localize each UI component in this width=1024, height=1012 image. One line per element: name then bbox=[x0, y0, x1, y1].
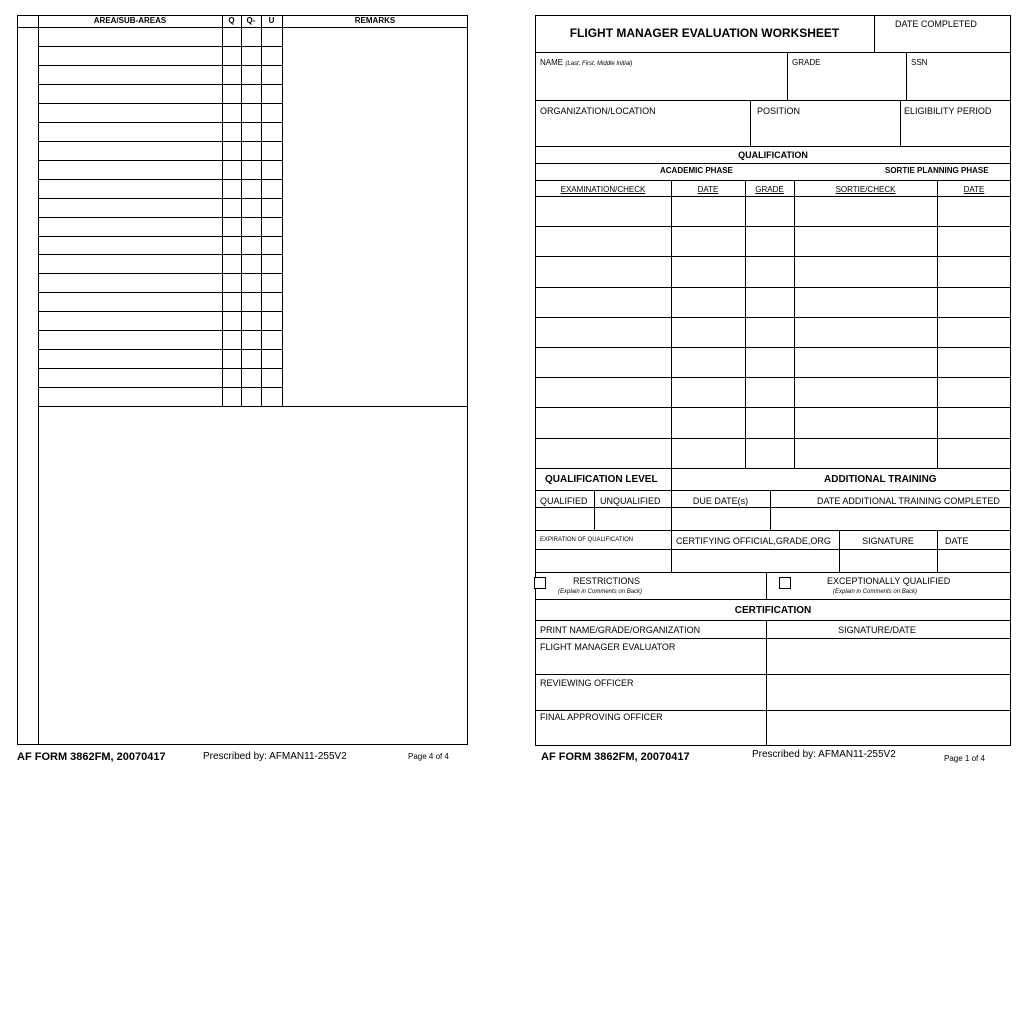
area-row-line bbox=[38, 254, 282, 255]
expiration-field[interactable] bbox=[536, 550, 670, 571]
page4-form-number: AF FORM 3862FM, 20070417 bbox=[17, 751, 166, 763]
area-row-line bbox=[38, 273, 282, 274]
due-dates-field[interactable] bbox=[672, 508, 769, 529]
final-approving-officer-label: FINAL APPROVING OFFICER bbox=[540, 712, 663, 722]
certifying-official-field[interactable] bbox=[672, 550, 838, 571]
area-row-line bbox=[38, 368, 282, 369]
exam-row-line bbox=[535, 407, 1011, 408]
exam-row-line bbox=[535, 196, 1011, 197]
exam-row-line bbox=[535, 347, 1011, 348]
evaluator-label: FLIGHT MANAGER EVALUATOR bbox=[540, 642, 676, 652]
area-row-line bbox=[38, 349, 282, 350]
area-row-line bbox=[38, 122, 282, 123]
exam-check-header: EXAMINATION/CHECK bbox=[560, 185, 646, 194]
certification-heading: CERTIFICATION bbox=[734, 605, 812, 616]
remarks-header: REMARKS bbox=[354, 16, 396, 25]
sortie-check-header: SORTIE/CHECK bbox=[835, 185, 896, 194]
final-approving-officer-signature-field[interactable] bbox=[767, 711, 1010, 745]
exam-row-line bbox=[535, 377, 1011, 378]
name-hint: (Last, First, Middle Initial) bbox=[565, 61, 633, 67]
area-row-line bbox=[38, 217, 282, 218]
q-minus-header: Q- bbox=[246, 16, 256, 25]
date-header-2: DATE bbox=[963, 185, 985, 194]
organization-label: ORGANIZATION/LOCATION bbox=[540, 106, 656, 116]
unqualified-field[interactable] bbox=[595, 508, 670, 529]
print-name-label: PRINT NAME/GRADE/ORGANIZATION bbox=[540, 625, 701, 635]
page1-prescribed-by: Prescribed by: AFMAN11-255V2 bbox=[752, 749, 896, 760]
page1-form-number: AF FORM 3862FM, 20070417 bbox=[541, 751, 690, 763]
exceptionally-qualified-note: (Explain in Comments on Back) bbox=[833, 589, 918, 595]
area-sub-areas-header: AREA/SUB-AREAS bbox=[93, 16, 167, 25]
qualification-heading: QUALIFICATION bbox=[738, 150, 808, 160]
ssn-field[interactable] bbox=[907, 70, 1010, 99]
eligibility-field[interactable] bbox=[901, 119, 1010, 145]
eligibility-label: ELIGIBILITY PERIOD bbox=[904, 106, 992, 116]
area-row-line bbox=[38, 141, 282, 142]
restrictions-note: (Explain in Comments on Back) bbox=[558, 589, 643, 595]
additional-training-heading: ADDITIONAL TRAINING bbox=[824, 474, 937, 485]
restrictions-checkbox[interactable] bbox=[534, 577, 546, 589]
exam-row-line bbox=[535, 438, 1011, 439]
grade-field[interactable] bbox=[788, 70, 905, 99]
certifying-official-label: CERTIFYING OFFICIAL,GRADE,ORG bbox=[676, 536, 831, 546]
page1-page-number: Page 1 of 4 bbox=[944, 754, 985, 763]
page4-frame bbox=[17, 15, 468, 745]
evaluator-signature-field[interactable] bbox=[767, 639, 1010, 674]
area-row-line bbox=[38, 387, 282, 388]
academic-phase-label: ACADEMIC PHASE bbox=[660, 166, 733, 175]
exam-row-line bbox=[535, 287, 1011, 288]
area-row-line bbox=[38, 46, 282, 47]
area-row-line bbox=[38, 65, 282, 66]
page4-prescribed-by: Prescribed by: AFMAN11-255V2 bbox=[203, 751, 347, 762]
grade-header: GRADE bbox=[755, 185, 784, 194]
exceptionally-qualified-label: EXCEPTIONALLY QUALIFIED bbox=[827, 576, 951, 586]
q-header: Q bbox=[228, 16, 235, 25]
page4-page-number: Page 4 of 4 bbox=[408, 752, 449, 761]
position-label: POSITION bbox=[757, 106, 801, 116]
qualified-field[interactable] bbox=[536, 508, 593, 529]
due-dates-label: DUE DATE(s) bbox=[692, 496, 749, 506]
restrictions-label: RESTRICTIONS bbox=[573, 576, 641, 586]
grade-label: GRADE bbox=[792, 58, 821, 67]
expiration-label: EXPIRATION OF QUALIFICATION bbox=[540, 537, 634, 543]
date-field[interactable] bbox=[938, 550, 1010, 571]
exceptionally-qualified-checkbox[interactable] bbox=[779, 577, 791, 589]
area-row-line bbox=[38, 292, 282, 293]
area-row-line bbox=[38, 330, 282, 331]
position-field[interactable] bbox=[751, 119, 899, 145]
date-additional-training-label: DATE ADDITIONAL TRAINING COMPLETED bbox=[817, 496, 1000, 506]
name-field[interactable] bbox=[536, 70, 786, 99]
exam-row-line bbox=[535, 226, 1011, 227]
organization-field[interactable] bbox=[536, 119, 749, 145]
exam-row-line bbox=[535, 256, 1011, 257]
form-title: FLIGHT MANAGER EVALUATION WORKSHEET bbox=[569, 26, 840, 40]
name-label bbox=[540, 59, 632, 67]
ssn-label: SSN bbox=[911, 58, 928, 67]
area-row-line bbox=[38, 103, 282, 104]
signature-date-label: SIGNATURE/DATE bbox=[838, 625, 916, 635]
area-row-line bbox=[38, 179, 282, 180]
reviewing-officer-label: REVIEWING OFFICER bbox=[540, 678, 634, 688]
date-label: DATE bbox=[945, 536, 969, 546]
area-row-line bbox=[38, 198, 282, 199]
area-row-line bbox=[38, 311, 282, 312]
date-header-1: DATE bbox=[697, 185, 719, 194]
area-row-line bbox=[38, 160, 282, 161]
date-completed-label: DATE COMPLETED bbox=[895, 19, 977, 29]
signature-label: SIGNATURE bbox=[862, 536, 914, 546]
name-label-text: NAME bbox=[540, 58, 564, 67]
unqualified-label: UNQUALIFIED bbox=[600, 496, 661, 506]
qualified-label: QUALIFIED bbox=[540, 496, 588, 506]
u-header: U bbox=[268, 16, 275, 25]
signature-field[interactable] bbox=[840, 550, 936, 571]
area-row-line bbox=[38, 84, 282, 85]
reviewing-officer-signature-field[interactable] bbox=[767, 675, 1010, 709]
sortie-phase-label: SORTIE PLANNING PHASE bbox=[885, 166, 989, 175]
qualification-level-heading: QUALIFICATION LEVEL bbox=[545, 474, 658, 485]
exam-row-line bbox=[535, 317, 1011, 318]
area-row-line bbox=[38, 406, 282, 407]
area-row-line bbox=[38, 236, 282, 237]
date-additional-training-field[interactable] bbox=[771, 508, 1010, 529]
